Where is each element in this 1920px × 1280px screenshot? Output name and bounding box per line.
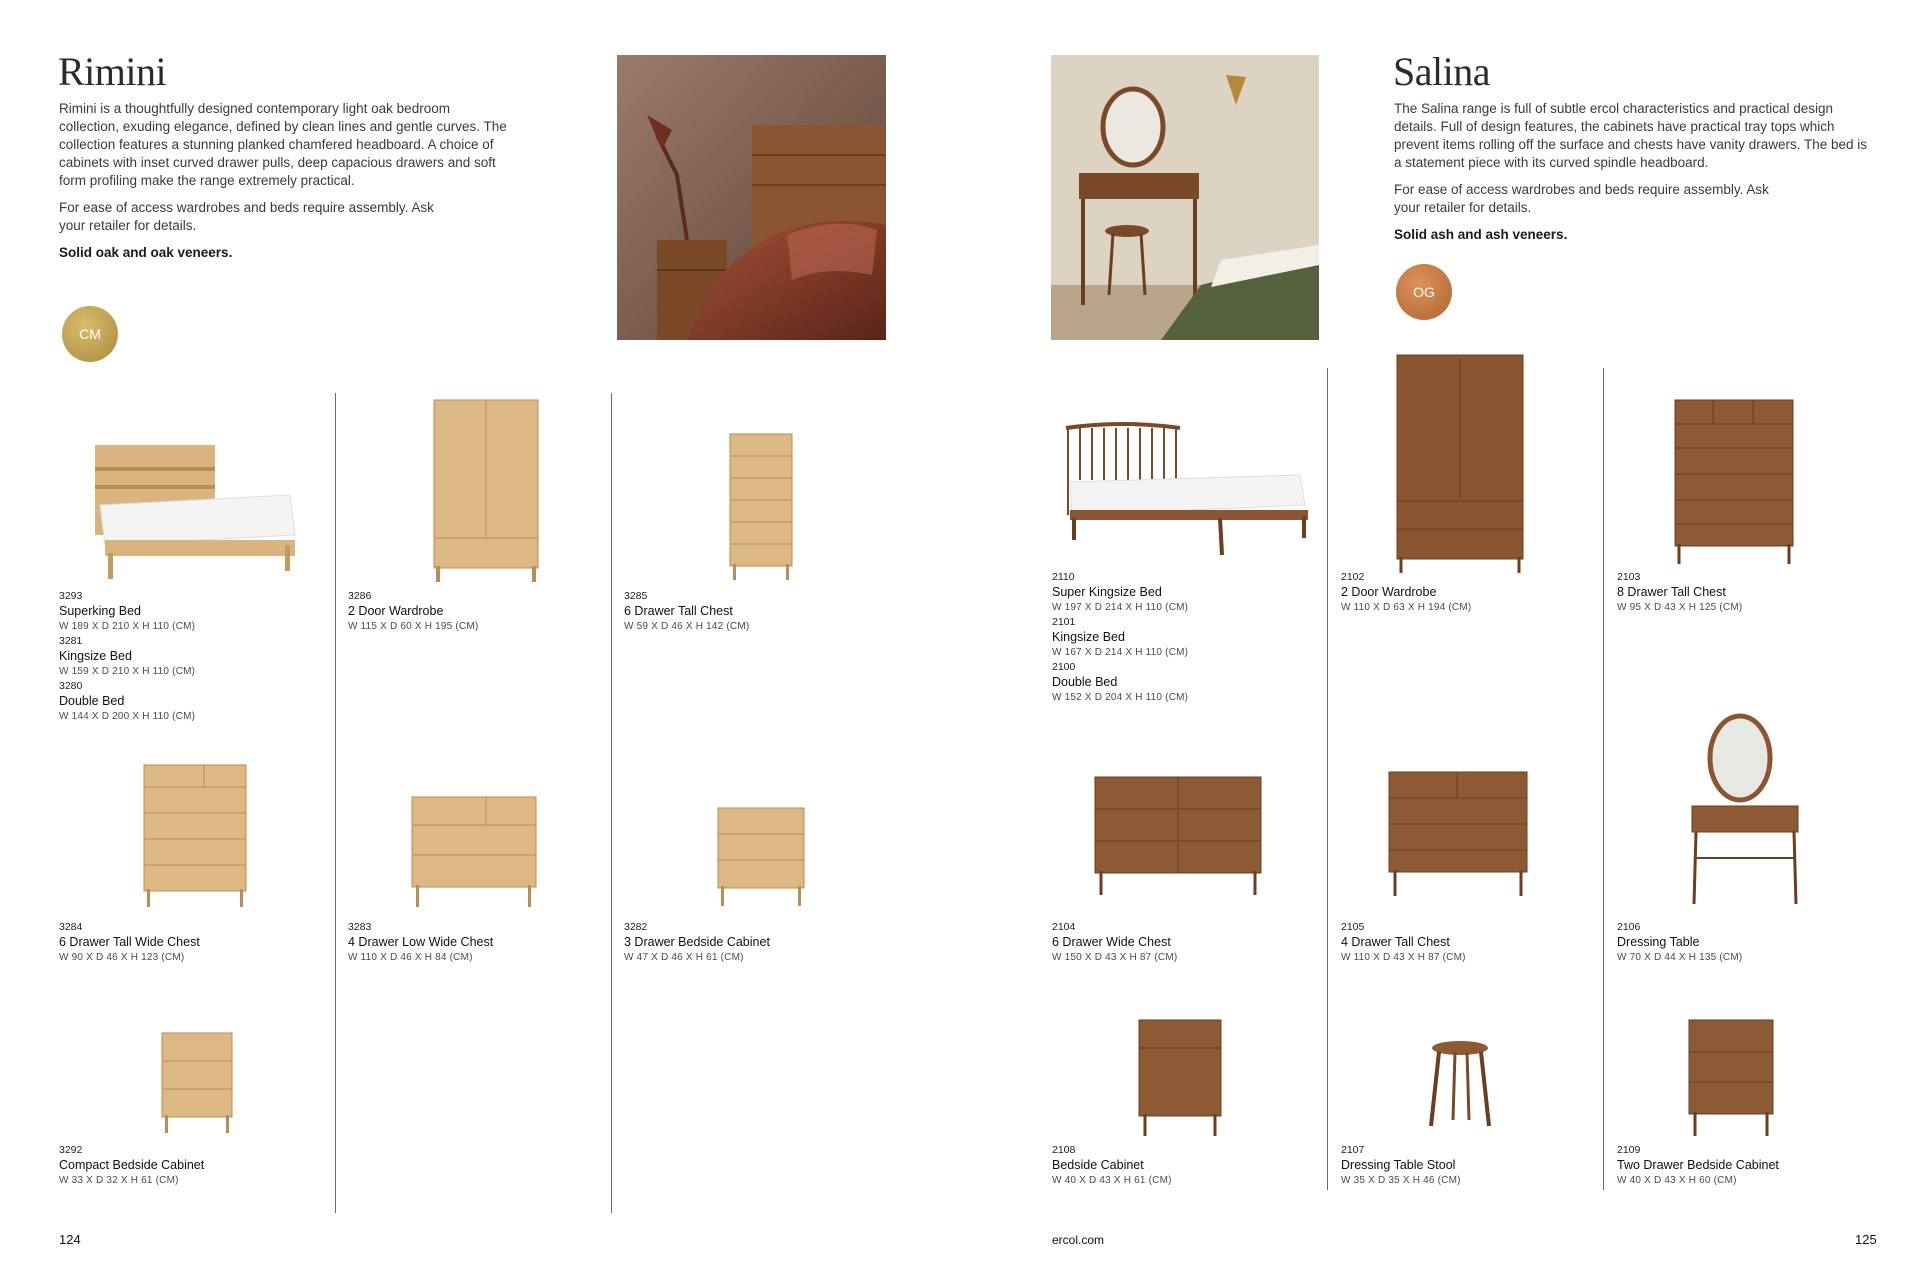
salina-dressing-table-caption (1617, 920, 1742, 965)
product-code: 2100 (1052, 661, 1076, 673)
rimini-finish-badge: CM (62, 306, 118, 362)
salina-stool-caption (1341, 1143, 1461, 1188)
product-dimensions: W 40 X D 43 X H 61 (CM) (1052, 1175, 1172, 1186)
product-name: Compact Bedside Cabinet (59, 1158, 205, 1172)
product-name: Kingsize Bed (59, 649, 132, 663)
product-code: 2103 (1617, 571, 1641, 583)
rimini-compact-bedside-caption (59, 1143, 204, 1188)
rimini-4-drawer-low-wide-chest-image (410, 795, 540, 910)
rimini-wardrobe-caption (348, 589, 478, 634)
rimini-lifestyle-photo (617, 55, 886, 340)
rimini-divider-1 (335, 393, 336, 1213)
product-code: 2105 (1341, 921, 1365, 933)
salina-description: The Salina range is full of subtle ercol characteristics and practical design details. Full of design features, the cabinets have practical tray tops which prevent items rolling off the surface and chests have vanity drawers. The bed is a statement piece with its curved spindle headboard. (1394, 101, 1868, 170)
product-name: Kingsize Bed (1052, 630, 1125, 644)
salina-bed-image (1060, 420, 1310, 560)
product-dimensions: W 152 X D 204 X H 110 (CM) (1052, 692, 1189, 703)
product-code: 3285 (624, 590, 648, 602)
product-code: 3286 (348, 590, 372, 602)
product-code: 2107 (1341, 1144, 1365, 1156)
salina-8-drawer-tall-chest-image (1673, 398, 1795, 566)
salina-divider-1 (1327, 368, 1328, 1190)
salina-4-drawer-tall-chest-image (1387, 770, 1531, 898)
rimini-tall-chest-caption (624, 589, 749, 634)
product-dimensions: W 70 X D 44 X H 135 (CM) (1617, 952, 1743, 963)
salina-bedside-caption (1052, 1143, 1172, 1188)
salina-wardrobe-caption (1341, 570, 1471, 615)
product-name: 2 Door Wardrobe (348, 604, 444, 618)
product-dimensions: W 95 X D 43 X H 125 (CM) (1617, 602, 1743, 613)
product-dimensions: W 189 X D 210 X H 110 (CM) (59, 621, 196, 632)
product-name: Double Bed (59, 694, 125, 708)
product-code: 3283 (348, 921, 372, 933)
product-dimensions: W 35 X D 35 X H 46 (CM) (1341, 1175, 1461, 1186)
salina-lifestyle-photo (1051, 55, 1319, 340)
salina-bed-caption (1052, 570, 1188, 705)
footer-website-link[interactable]: ercol.com (1052, 1233, 1105, 1247)
product-name: 6 Drawer Wide Chest (1052, 935, 1171, 949)
product-code: 2101 (1052, 616, 1076, 628)
product-dimensions: W 110 X D 46 X H 84 (CM) (348, 952, 473, 963)
salina-wardrobe-image (1395, 353, 1527, 575)
product-name: Super Kingsize Bed (1052, 585, 1162, 599)
product-code: 2110 (1052, 571, 1075, 583)
salina-description-block (1394, 100, 1869, 253)
product-dimensions: W 40 X D 43 X H 60 (CM) (1617, 1175, 1737, 1186)
rimini-3-drawer-bedside-cabinet-image (716, 806, 808, 909)
rimini-wardrobe-image (432, 398, 542, 583)
salina-wide-chest-caption (1052, 920, 1177, 965)
rimini-tall-wide-chest-caption (59, 920, 200, 965)
product-code: 2109 (1617, 1144, 1641, 1156)
product-code: 3292 (59, 1144, 83, 1156)
product-dimensions: W 150 X D 43 X H 87 (CM) (1052, 952, 1178, 963)
product-dimensions: W 144 X D 200 X H 110 (CM) (59, 711, 196, 722)
product-dimensions: W 33 X D 32 X H 61 (CM) (59, 1175, 179, 1186)
product-name: Dressing Table Stool (1341, 1158, 1456, 1172)
product-name: Two Drawer Bedside Cabinet (1617, 1158, 1779, 1172)
salina-dressing-table-stool-image (1425, 1040, 1495, 1130)
product-dimensions: W 110 X D 63 X H 194 (CM) (1341, 602, 1472, 613)
product-code: 3280 (59, 680, 83, 692)
product-name: Dressing Table (1617, 935, 1700, 949)
product-name: 8 Drawer Tall Chest (1617, 585, 1726, 599)
product-code: 3293 (59, 590, 83, 602)
rimini-compact-bedside-cabinet-image (160, 1031, 235, 1136)
product-dimensions: W 167 X D 214 X H 110 (CM) (1052, 647, 1189, 658)
rimini-6-drawer-tall-wide-chest-image (142, 763, 250, 908)
salina-dressing-table-image (1690, 708, 1800, 906)
rimini-material: Solid oak and oak veneers. (59, 245, 233, 260)
salina-bedside-cabinet-image (1137, 1018, 1223, 1138)
product-name: 4 Drawer Low Wide Chest (348, 935, 494, 949)
product-name: 6 Drawer Tall Chest (624, 604, 733, 618)
salina-title: Salina (1393, 49, 1490, 94)
rimini-low-wide-chest-caption (348, 920, 493, 965)
product-code: 3281 (59, 635, 83, 647)
salina-finish-badge: OG (1396, 264, 1452, 320)
product-name: Bedside Cabinet (1052, 1158, 1144, 1172)
right-page-number: 125 (1855, 1232, 1877, 1247)
left-page-number: 124 (59, 1232, 81, 1247)
rimini-description: Rimini is a thoughtfully designed contemporary light oak bedroom collection, exuding elegance, defined by clean lines and gentle curves. The collection features a stunning planked chamfered headboard. A choice of cabinets with inset curved drawer pulls, deep capacious drawers and soft form profiling make the range extremely practical. (59, 101, 507, 188)
salina-material: Solid ash and ash veneers. (1394, 227, 1568, 242)
product-name: 2 Door Wardrobe (1341, 585, 1437, 599)
product-code: 2104 (1052, 921, 1076, 933)
product-dimensions: W 159 X D 210 X H 110 (CM) (59, 666, 196, 677)
product-code: 2108 (1052, 1144, 1076, 1156)
rimini-6-drawer-tall-chest-image (728, 432, 796, 582)
salina-6-drawer-wide-chest-image (1093, 775, 1265, 897)
rimini-bed-caption (59, 589, 195, 724)
salina-divider-2 (1603, 368, 1604, 1190)
product-code: 2106 (1617, 921, 1641, 933)
rimini-assembly-note: For ease of access wardrobes and beds require assembly. Ask your retailer for details. (59, 200, 434, 233)
product-name: 4 Drawer Tall Chest (1341, 935, 1450, 949)
salina-tall-chest-caption (1617, 570, 1742, 615)
product-dimensions: W 115 X D 60 X H 195 (CM) (348, 621, 479, 632)
product-dimensions: W 197 X D 214 X H 110 (CM) (1052, 602, 1189, 613)
salina-two-drawer-bedside-cabinet-image (1687, 1018, 1775, 1138)
rimini-bedside-caption (624, 920, 770, 965)
product-dimensions: W 59 X D 46 X H 142 (CM) (624, 621, 750, 632)
product-dimensions: W 47 X D 46 X H 61 (CM) (624, 952, 744, 963)
salina-4-drawer-chest-caption (1341, 920, 1466, 965)
product-name: 6 Drawer Tall Wide Chest (59, 935, 200, 949)
salina-assembly-note: For ease of access wardrobes and beds require assembly. Ask your retailer for details. (1394, 182, 1769, 215)
rimini-divider-2 (611, 393, 612, 1213)
product-code: 3284 (59, 921, 83, 933)
rimini-description-block (59, 100, 509, 271)
product-code: 3282 (624, 921, 648, 933)
product-name: Double Bed (1052, 675, 1118, 689)
product-dimensions: W 110 X D 43 X H 87 (CM) (1341, 952, 1466, 963)
product-code: 2102 (1341, 571, 1365, 583)
product-name: 3 Drawer Bedside Cabinet (624, 935, 770, 949)
product-dimensions: W 90 X D 46 X H 123 (CM) (59, 952, 185, 963)
salina-two-drawer-bedside-caption (1617, 1143, 1779, 1188)
rimini-title: Rimini (58, 49, 167, 94)
rimini-bed-image (90, 445, 300, 580)
product-name: Superking Bed (59, 604, 142, 618)
